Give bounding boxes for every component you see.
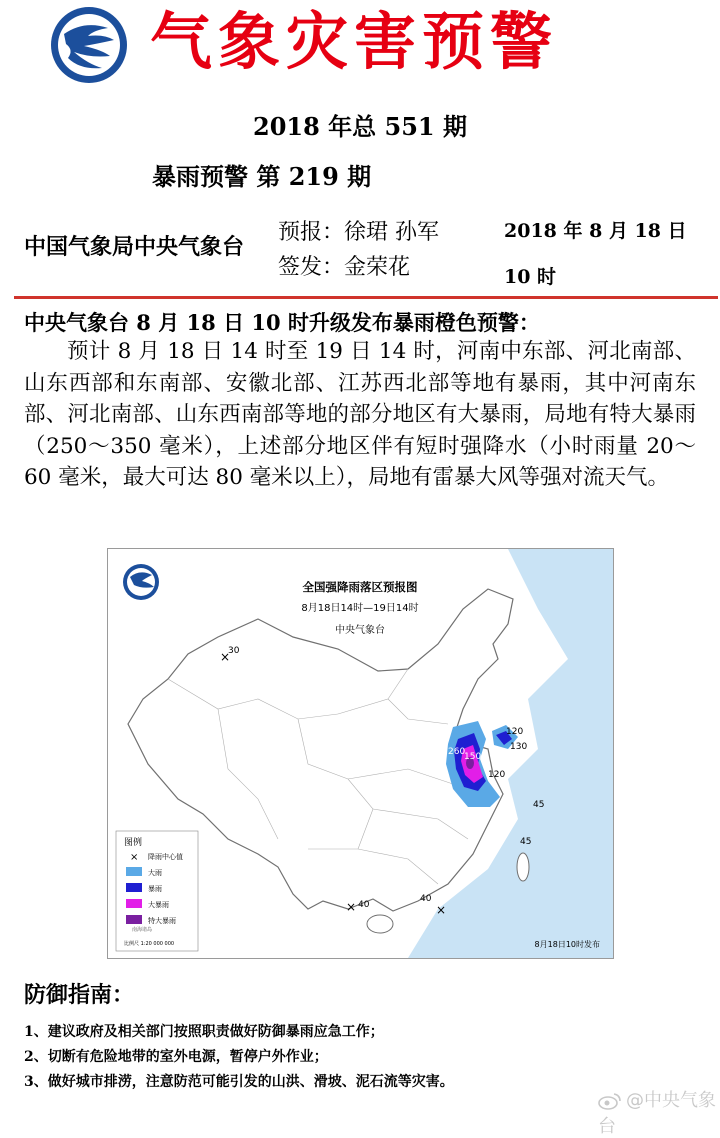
header-divider — [14, 296, 718, 299]
legend-label: 大雨 — [148, 869, 162, 877]
rain-value-label: 260 — [448, 747, 466, 757]
legend-label: 暴雨 — [148, 885, 162, 893]
south-china-sea-inset — [132, 926, 152, 933]
cma-logo-icon — [44, 4, 134, 86]
defense-guide-title: 防御指南： — [24, 982, 135, 1008]
issue-datetime: 2018 年 8 月 18 日 10 时 — [504, 220, 687, 288]
map-title: 全国强降雨落区预报图 — [302, 580, 418, 594]
rain-center-x-icon: × — [220, 650, 231, 664]
map-legend — [116, 831, 198, 951]
rain-center-x-icon: × — [130, 852, 139, 863]
rain-value-label: 40 — [420, 894, 432, 904]
defense-tip: 1、建议政府及相关部门按照职责做好防御暴雨应急工作； — [24, 1024, 384, 1040]
warning-headline: 中央气象台 8 月 18 日 10 时升级发布暴雨橙色预警： — [24, 310, 540, 335]
rain-value-label: 150 — [464, 752, 482, 762]
legend-swatch — [126, 867, 142, 876]
legend-label: 降雨中心值 — [148, 853, 183, 861]
map-issued-time: 8月18日10时发布 — [534, 940, 600, 949]
legend-label: 大暴雨 — [148, 901, 169, 909]
agency-name: 中国气象局中央气象台 — [24, 234, 245, 260]
legend-swatch — [126, 899, 142, 908]
weibo-icon — [598, 1092, 622, 1110]
rain-value-label: 45 — [520, 837, 532, 847]
legend-swatch — [126, 883, 142, 892]
rain-value-label: 40 — [358, 900, 370, 910]
defense-tip: 3、做好城市排涝，注意防范可能引发的山洪、滑坡、泥石流等灾害。 — [24, 1074, 454, 1090]
map-issuer: 中央气象台 — [335, 625, 385, 636]
taiwan-island — [517, 853, 529, 881]
weibo-watermark — [598, 1086, 720, 1138]
map-period: 8月18日14时—19日14时 — [301, 603, 419, 614]
rain-center-x-icon: × — [346, 900, 357, 914]
warning-body: 预计 8 月 18 日 14 时至 19 日 14 时，河南中东部、河北南部、山东西部和东南部、安徽北部、江苏西北部等地有暴雨，其中河南东部、河北南部、山东西南部等地的部分地区有大暴雨，局地有特大暴雨（250～350 毫米），上述部分地区伴有短时强降水（小时雨量 20～60 毫米，最大可达 80 毫米以上），局地有雷暴大风等强对流天气。 — [24, 339, 696, 490]
rain-value-label: 130 — [510, 742, 528, 752]
legend-label: 特大暴雨 — [148, 917, 176, 925]
map-scale: 比例尺 1:20 000 000 — [124, 941, 175, 947]
legend-title: 图例 — [124, 838, 143, 848]
china-map — [108, 549, 613, 958]
issue-total-number: 2018 年总 551 期 — [253, 112, 467, 141]
legend-swatch — [126, 915, 142, 924]
rain-center-x-icon: × — [436, 903, 447, 917]
defense-tip: 2、切断有危险地带的室外电源，暂停户外作业； — [24, 1049, 328, 1065]
watermark-text: @中央气象台 — [598, 1090, 716, 1137]
forecaster-names: 预报：徐珺 孙军 — [278, 220, 439, 245]
bulletin-title: 气象灾害预警 — [150, 5, 559, 78]
rain-value-label: 45 — [533, 800, 545, 810]
issue-rainstorm-number: 暴雨预警 第 219 期 — [152, 162, 372, 191]
hainan-island — [367, 915, 393, 933]
signer-name: 签发：金荣花 — [278, 255, 411, 280]
rainfall-forecast-map — [107, 548, 614, 959]
inset-label: 南海诸岛 — [132, 927, 153, 933]
rain-value-label: 120 — [506, 727, 524, 737]
rain-value-label: 120 — [488, 770, 506, 780]
rain-value-label: 30 — [228, 646, 240, 656]
